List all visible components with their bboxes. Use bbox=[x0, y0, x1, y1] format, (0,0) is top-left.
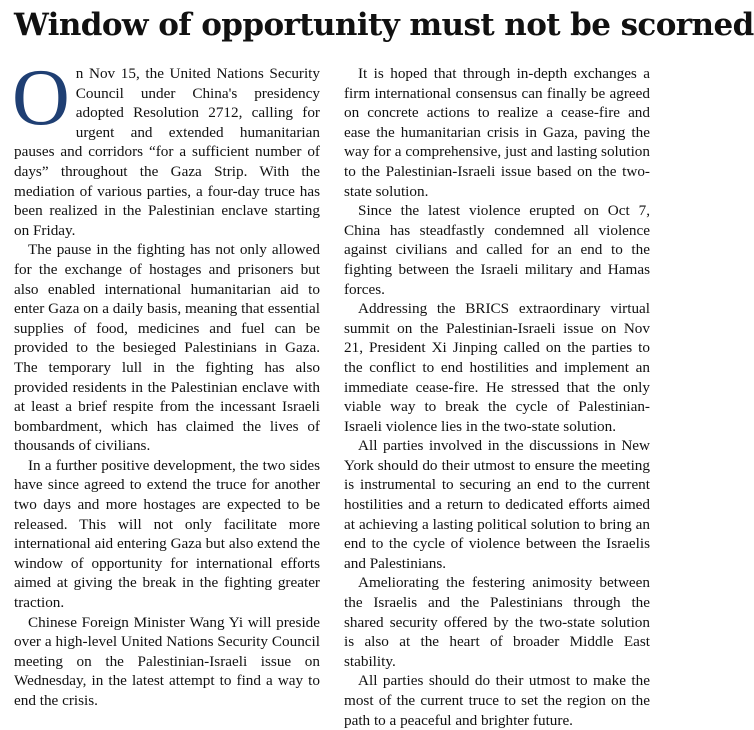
article-paragraph: The pause in the fighting has not only allowed for the exchange of hostages and prisoners but also enabled international humanitarian aid to enter Gaza on a daily basis, meaning that essential supplies of food, medicines and fuel can be provided to the besieged Palestinians in Gaza. The temporary lull in the fighting has also provided residents in the Palestinian enclave with at least a brief respite from the incessant Israeli bombardment, which has claimed the lives of thousands of civilians. bbox=[14, 241, 320, 455]
article-paragraph: Ameliorating the festering animosity between the Israelis and the Palestinians through the shared security offered by the two-state solution is also at the heart of broader Middle East stability. bbox=[344, 574, 650, 670]
article-paragraph: Chinese Foreign Minister Wang Yi will preside over a high-level United Nations Security Council meeting on the Palestinian-Israeli issue on Wednesday, in the latest attempt to find a way to end the crisis. bbox=[14, 613, 320, 709]
article-paragraph: It is hoped that through in-depth exchanges a firm international consensus can finally be agreed on concrete actions to realize a cease-fire and ease the humanitarian crisis in Gaza, paving the way for a comprehensive, just and lasting solution to the Palestinian-Israeli issue based on the two-state solution. bbox=[344, 65, 650, 200]
article-column-right bbox=[344, 64, 650, 730]
article-paragraph: All parties should do their utmost to make the most of the current truce to set the region on the path to a peaceful and brighter future. bbox=[344, 672, 650, 729]
article-column-left bbox=[12, 54, 320, 711]
article-paragraph: Addressing the BRICS extraordinary virtual summit on the Palestinian-Israeli issue on Nov 21, President Xi Jinping called on the parties to the conflict to end hostilities and implement an immediate cease-fire. He stressed that the only viable way to break the cycle of Palestinian-Israeli violence lies in the two-state solution. bbox=[344, 300, 650, 435]
article-headline: Window of opportunity must not be scorned bbox=[14, 7, 754, 43]
drop-cap: O bbox=[12, 54, 70, 142]
paragraph-text: n Nov 15, the United Nations Security Council under China's presidency adopted Resolution 2712, calling for urgent and extended humanitarian pauses and corridors “for a sufficient number of days” throughout the Gaza Strip. With the mediation of various parties, a four-day truce has been realized in the Palestinian enclave starting on Friday. bbox=[14, 65, 320, 239]
article-paragraph: Since the latest violence erupted on Oct 7, China has steadfastly condemned all violence against civilians and called for an end to the fighting between the Israeli military and Hamas forces. bbox=[344, 202, 650, 298]
article-paragraph bbox=[12, 54, 320, 240]
article-paragraph: In a further positive development, the two sides have since agreed to extend the truce for another two days and more hostages are expected to be released. This will not only facilitate more international aid entering Gaza but also extend the window of opportunity for international efforts aimed at giving the break in the fighting greater traction. bbox=[14, 456, 320, 612]
article-paragraph: All parties involved in the discussions in New York should do their utmost to ensure the meeting is instrumental to securing an end to the current hostilities and a return to dedicated efforts aimed at achieving a lasting political solution to bring an end to the cycle of violence between the Israelis and Palestinians. bbox=[344, 437, 650, 572]
